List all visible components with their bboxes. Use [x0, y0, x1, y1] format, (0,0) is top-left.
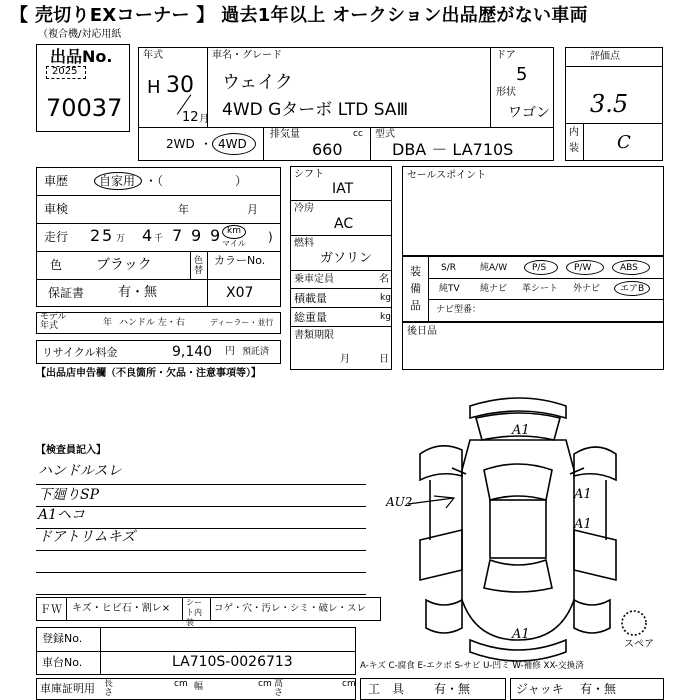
- divider: [100, 627, 101, 675]
- model-name: ウェイク: [222, 72, 293, 93]
- capacity-label: 乗車定員: [294, 274, 334, 285]
- weight-label: 総重量: [294, 311, 327, 324]
- tools-value: 有・無: [434, 682, 471, 696]
- lot-number: 70037: [46, 94, 123, 122]
- color-no-value: X07: [226, 285, 254, 301]
- mileage-man: 万: [116, 234, 126, 244]
- page-subtitle: （複合機/対応用紙: [38, 29, 122, 40]
- color-change-label: 色替: [194, 256, 204, 276]
- cert-width-unit: cm: [258, 679, 272, 689]
- year-label: 年式: [143, 50, 163, 61]
- divider: [210, 597, 211, 621]
- equip-airbag: エアB: [620, 284, 645, 294]
- engine-unit: cc: [353, 129, 363, 139]
- damage-mark-rear: A1: [512, 627, 530, 642]
- damage-mark-front: A1: [512, 423, 530, 438]
- year-month: 12: [182, 110, 199, 125]
- doc-period-month: 月: [340, 354, 350, 365]
- mileage-sen: 千: [154, 234, 164, 244]
- drive-2wd: 2WD: [166, 137, 195, 151]
- ac-value: AC: [334, 216, 354, 232]
- model-change-label: モデル年式: [40, 312, 67, 331]
- damage-mark-side: AU2: [386, 495, 413, 509]
- drive-4wd: 4WD: [218, 137, 247, 151]
- mileage-digit-3: 4: [142, 226, 153, 245]
- mileage-digit-1: 2: [90, 226, 101, 245]
- equip-tv: 純TV: [439, 284, 460, 294]
- inspection-label: 車検: [44, 202, 69, 216]
- door-label: ドア: [496, 50, 516, 61]
- history-rest: ・（ ）: [145, 174, 248, 188]
- chassis-value: LA710S-0026713: [172, 654, 293, 670]
- model-grade: 4WD Gターボ LTD SAⅢ: [222, 100, 409, 120]
- page-title: 【 売切りEXコーナー 】 過去1年以上 オークション出品歴がない車両: [10, 5, 588, 26]
- shape-label: 形状: [496, 87, 516, 98]
- lot-label: 出品No.: [50, 47, 113, 66]
- warranty-label: 保証書: [48, 286, 85, 300]
- fw-label: ＦＷ: [40, 603, 62, 616]
- year-era: H: [147, 77, 161, 98]
- cert-label: 車庫証明用: [40, 682, 95, 695]
- recycle-note: 預託済: [242, 347, 270, 357]
- jack-label: ジャッキ: [516, 682, 564, 696]
- mileage-digit-5: 9: [191, 226, 202, 245]
- doc-period-day: 日: [379, 354, 389, 365]
- rating-value: 3.5: [590, 90, 629, 118]
- year-month-unit: 月: [199, 114, 209, 125]
- mileage-mile: マイル: [222, 239, 246, 248]
- weight-unit: kg: [380, 312, 391, 322]
- color-label: 色: [50, 258, 63, 272]
- mileage-label: 走行: [44, 230, 69, 244]
- cert-length: 長さ: [104, 679, 114, 698]
- type-value: DBA － LA710S: [392, 140, 514, 159]
- cert-height-unit: cm: [342, 679, 356, 689]
- fw-item-3: コゲ・穴・汚レ・シミ・破レ・スレ: [214, 603, 367, 614]
- recycle-value: 9,140: [172, 344, 213, 360]
- inspection-year: 年: [178, 203, 189, 216]
- drive-dot: ・: [200, 137, 213, 151]
- fw-item-1: キズ・ヒビ石・割レ×: [72, 603, 171, 614]
- inspector-note-2: 下廻りSP: [38, 487, 100, 503]
- fw-item-2: シート内装: [186, 598, 202, 627]
- mileage-digit-2: 5: [102, 226, 113, 245]
- damage-mark-right-1: A1: [574, 487, 592, 502]
- divider: [182, 597, 183, 621]
- engine-value: 660: [312, 140, 343, 159]
- jack-value: 有・無: [580, 682, 617, 696]
- inspector-note-1: ハンドルスレ: [38, 463, 122, 479]
- chassis-label: 車台No.: [42, 656, 83, 669]
- arrival-label: 後日品: [407, 326, 437, 337]
- interior-value: C: [617, 132, 631, 153]
- cert-width: 幅: [194, 682, 204, 692]
- cert-length-unit: cm: [174, 679, 188, 689]
- divider: [66, 597, 67, 621]
- mileage-digit-4: 7: [172, 226, 183, 245]
- rating-label: 評価点: [590, 51, 620, 62]
- equipment-label-1: 装: [410, 265, 421, 278]
- inspector-note-3: A1ヘコ: [38, 507, 86, 523]
- door-value: 5: [516, 64, 528, 85]
- fuel-label: 燃料: [294, 238, 314, 249]
- equip-aw: 純A/W: [480, 263, 508, 273]
- cert-height: 高さ: [274, 679, 284, 698]
- equipment-label-3: 品: [410, 299, 421, 312]
- history-label: 車歴: [44, 174, 69, 188]
- equip-ext-nav: 外ナビ: [573, 284, 601, 294]
- interior-label-2: 装: [569, 143, 579, 154]
- history-value: 自家用: [99, 174, 136, 188]
- spare-label: スペア: [624, 639, 654, 650]
- equip-pw: P/W: [574, 263, 592, 273]
- recycle-label: リサイクル料金: [42, 346, 118, 359]
- recycle-unit: 円: [225, 346, 235, 357]
- inspector-note-4: ドアトリムキズ: [38, 529, 136, 545]
- damage-legend: A-キズ C-腐食 E-エクボ S-サビ U-凹ミ W-補修 XX-交換済: [360, 661, 584, 671]
- ac-label: 冷房: [294, 203, 314, 214]
- mileage-km: km: [227, 226, 241, 236]
- shift-label: シフト: [294, 169, 324, 180]
- equip-ps: P/S: [532, 263, 547, 273]
- interior-label-1: 内: [569, 127, 579, 138]
- year-value: 30: [166, 73, 194, 98]
- inspection-month: 月: [247, 203, 258, 216]
- load-unit: kg: [380, 293, 391, 303]
- divider: [36, 651, 356, 652]
- engine-label: 排気量: [270, 129, 300, 140]
- fuel-value: ガソリン: [320, 251, 373, 266]
- registration-label: 登録No.: [42, 632, 83, 645]
- shift-value: IAT: [332, 181, 354, 197]
- mileage-close: ): [268, 230, 273, 244]
- lot-stamp-text: 2025: [52, 66, 78, 77]
- equip-abs: ABS: [620, 263, 638, 273]
- equip-seat: 革シート: [522, 284, 559, 294]
- equipment-label-2: 備: [410, 282, 421, 295]
- color-value: ブラック: [96, 257, 152, 273]
- warranty-value: 有・無: [118, 285, 158, 300]
- equip-sr: S/R: [441, 263, 456, 273]
- inspector-label: 【検査員記入】: [36, 445, 106, 456]
- sales-point-label: セールスポイント: [407, 170, 487, 181]
- capacity-unit: 名: [379, 274, 389, 285]
- tools-label: 工 具: [368, 682, 405, 696]
- equip-nav: 純ナビ: [480, 284, 508, 294]
- mileage-digit-6: 9: [210, 226, 221, 245]
- equip-nav-model: ナビ型番：: [436, 305, 482, 315]
- seller-notes-label: 【出品店申告欄（不良箇所・欠品・注意事項等）】: [36, 368, 261, 379]
- model-change-dealer: ディーラー・並行: [210, 318, 274, 327]
- color-no-label: カラーNo.: [214, 254, 266, 267]
- shape-value: ワゴン: [508, 105, 550, 121]
- model-change-handle: ハンドル 左・右: [119, 318, 185, 328]
- load-label: 積載量: [294, 292, 327, 305]
- model-change-year: 年: [103, 318, 113, 328]
- damage-mark-right-2: A1: [574, 517, 592, 532]
- doc-period-label: 書類期限: [294, 330, 334, 341]
- model-label: 車名・グレード: [212, 50, 282, 61]
- type-label: 型式: [375, 129, 395, 140]
